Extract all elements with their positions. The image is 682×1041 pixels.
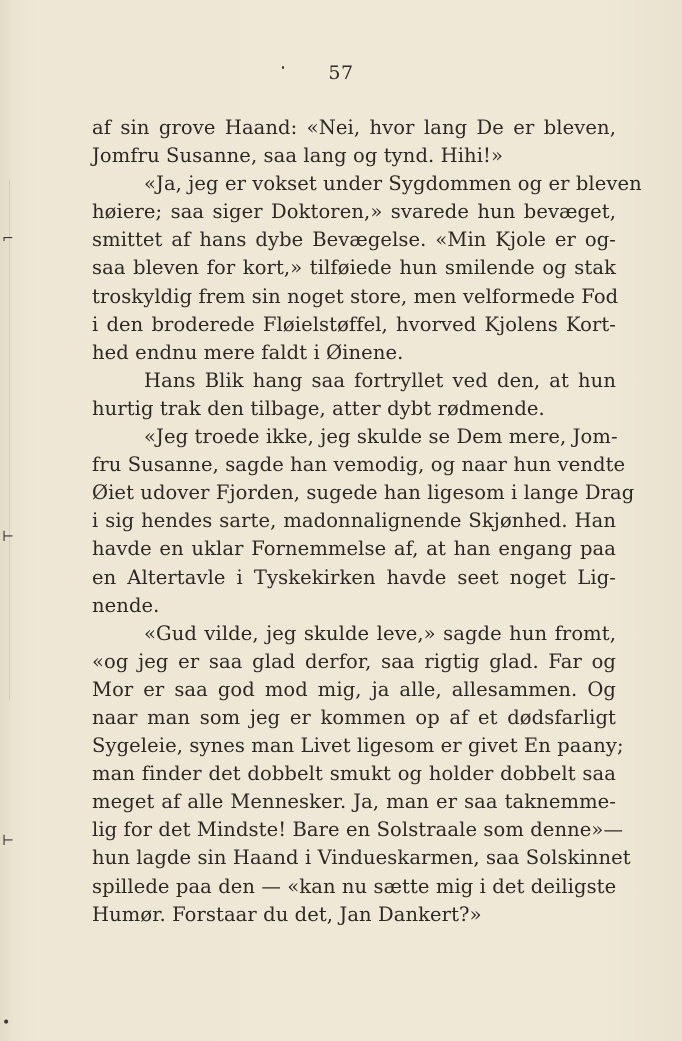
text-line: i sig hendes sarte, madonnalignende Skjønhed. Han xyxy=(92,509,616,533)
text-line: i den broderede Fløielstøffel, hvorved Kjolens Kort- xyxy=(92,312,616,336)
margin-arrow-icon: ⊢ xyxy=(2,833,15,849)
text-line: meget af alle Mennesker. Ja, man er saa taknemme- xyxy=(92,790,616,814)
text-line: Hans Blik hang saa fortryllet ved den, at hun xyxy=(144,368,616,392)
text-line: hurtig trak den tilbage, atter dybt rødmende. xyxy=(92,396,545,420)
text-line: Humør. Forstaar du det, Jan Dankert?» xyxy=(92,902,482,926)
binding-gutter xyxy=(9,180,10,700)
text-line: «og jeg er saa glad derfor, saa rigtig glad. Far og xyxy=(92,649,616,673)
text-line: Jomfru Susanne, saa lang og tynd. Hihi!» xyxy=(92,144,504,168)
margin-dot-icon: • xyxy=(2,1015,11,1031)
text-line: saa bleven for kort,» tilføiede hun smilende og stak xyxy=(92,256,616,280)
page-number: 57 xyxy=(328,62,354,84)
text-line: nende. xyxy=(92,593,160,617)
text-line: «Ja, jeg er vokset under Sygdommen og er bleven xyxy=(144,172,642,196)
text-line: smittet af hans dybe Bevægelse. «Min Kjole er og- xyxy=(92,228,616,252)
text-line: naar man som jeg er kommen op af et dødsfarligt xyxy=(92,705,616,729)
text-line: lig for det Mindste! Bare en Solstraale som denne»— xyxy=(92,818,624,842)
margin-arrow-icon: ⊢ xyxy=(2,529,15,545)
text-line: man finder det dobbelt smukt og holder dobbelt saa xyxy=(92,762,616,786)
text-line: troskyldig frem sin noget store, men velformede Fod xyxy=(92,284,619,308)
margin-mark-icon: ⌐ xyxy=(2,231,14,247)
text-line: Mor er saa god mod mig, ja alle, allesammen. Og xyxy=(92,677,616,701)
text-line: høiere; saa siger Doktoren,» svarede hun bevæget, xyxy=(92,200,616,224)
text-line: Sygeleie, synes man Livet ligesom er givet En paany; xyxy=(92,734,624,758)
text-line: fru Susanne, sagde han vemodig, og naar hun vendte xyxy=(92,453,626,477)
text-line: en Altertavle i Tyskekirken havde seet noget Lig- xyxy=(92,565,616,589)
text-line: «Gud vilde, jeg skulde leve,» sagde hun fromt, xyxy=(144,621,616,645)
body-text xyxy=(92,114,642,929)
text-line: hun lagde sin Haand i Vindueskarmen, saa Solskinnet xyxy=(92,846,631,870)
text-line: «Jeg troede ikke, jeg skulde se Dem mere, Jom- xyxy=(144,425,618,449)
text-line: spillede paa den — «kan nu sætte mig i det deiligste xyxy=(92,874,617,898)
text-line: af sin grove Haand: «Nei, hvor lang De er bleven, xyxy=(92,116,616,139)
text-line: hed endnu mere faldt i Øinene. xyxy=(92,340,404,364)
text-line: havde en uklar Fornemmelse af, at han engang paa xyxy=(92,537,616,561)
text-line: Øiet udover Fjorden, sugede han ligesom i lange Drag xyxy=(92,481,635,505)
